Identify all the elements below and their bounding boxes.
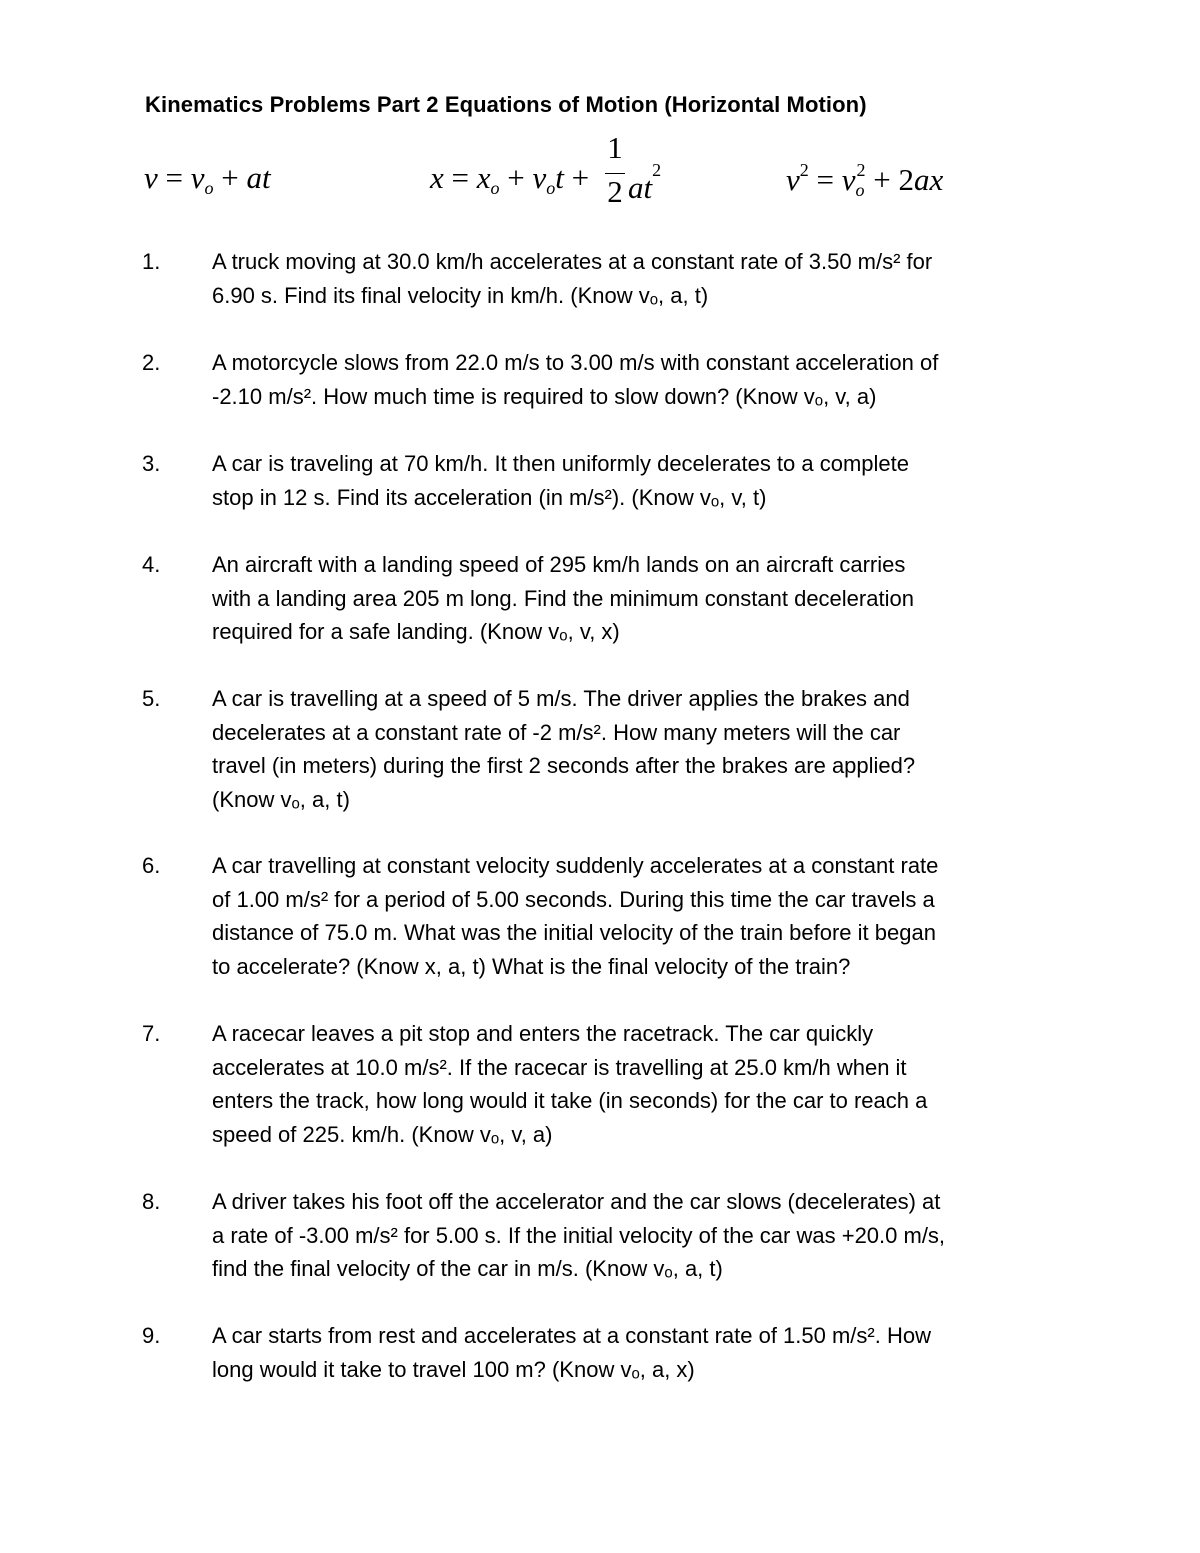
problem-number: 5. bbox=[142, 686, 161, 711]
problem-line: accelerates at 10.0 m/s². If the racecar is travelling at 25.0 km/h when it bbox=[212, 1054, 907, 1080]
problem-line: with a landing area 205 m long. Find the minimum constant deceleration bbox=[212, 585, 914, 611]
problem-number: 4. bbox=[142, 552, 161, 577]
problem-line: stop in 12 s. Find its acceleration (in m/s²). (Know vₒ, v, t) bbox=[212, 484, 767, 510]
problem-line: A car starts from rest and accelerates at a constant rate of 1.50 m/s². How bbox=[212, 1323, 931, 1348]
problem-line: travel (in meters) during the first 2 seconds after the brakes are applied? bbox=[212, 753, 916, 778]
problem-text bbox=[212, 849, 1082, 983]
problem-text bbox=[212, 682, 1082, 816]
problem-line: An aircraft with a landing speed of 295 km/h lands on an aircraft carries bbox=[212, 552, 906, 577]
problem-line: A car is traveling at 70 km/h. It then uniformly decelerates to a complete bbox=[212, 451, 910, 476]
problem-number: 9. bbox=[142, 1323, 161, 1348]
problem-number: 7. bbox=[142, 1021, 161, 1046]
problem-line: to accelerate? (Know x, a, t) What is the final velocity of the train? bbox=[212, 953, 851, 979]
problem-line: long would it take to travel 100 m? (Know vₒ, a, x) bbox=[212, 1356, 695, 1382]
problem-text bbox=[212, 1319, 1082, 1386]
problem-line: A truck moving at 30.0 km/h accelerates at a constant rate of 3.50 m/s² for bbox=[212, 249, 933, 274]
problem-text bbox=[212, 245, 1082, 312]
equation-velocity-time: $v = v_o$ + at bbox=[144, 160, 271, 198]
problem-number: 6. bbox=[142, 853, 161, 878]
problem-line: 6.90 s. Find its final velocity in km/h. (Know vₒ, a, t) bbox=[212, 282, 709, 308]
problem-line: decelerates at a constant rate of -2 m/s². How many meters will the car bbox=[212, 719, 901, 745]
problem-line: A motorcycle slows from 22.0 m/s to 3.00 m/s with constant acceleration of bbox=[212, 350, 939, 375]
problem-line: (Know vₒ, a, t) bbox=[212, 786, 350, 812]
problem-line: speed of 225. km/h. (Know vₒ, v, a) bbox=[212, 1121, 553, 1147]
worksheet-title: Kinematics Problems Part 2 Equations of Motion (Horizontal Motion) bbox=[145, 92, 867, 117]
equation-velocity-displacement: $v^2 = v_o^2 + 2ax$ bbox=[786, 160, 944, 200]
problem-number: 8. bbox=[142, 1189, 161, 1214]
problem-line: enters the track, how long would it take (in seconds) for the car to reach a bbox=[212, 1088, 928, 1113]
problem-number: 3. bbox=[142, 451, 161, 476]
problem-number: 1. bbox=[142, 249, 161, 274]
problem-line: A car travelling at constant velocity suddenly accelerates at a constant rate bbox=[212, 853, 939, 878]
problem-text bbox=[212, 346, 1082, 413]
problem-line: distance of 75.0 m. What was the initial velocity of the train before it began bbox=[212, 920, 936, 945]
problem-text bbox=[212, 1017, 1082, 1151]
problem-text bbox=[212, 548, 1082, 649]
problem-text bbox=[212, 1185, 1082, 1286]
problem-line: a rate of -3.00 m/s² for 5.00 s. If the initial velocity of the car was +20.0 m/s, bbox=[212, 1222, 946, 1248]
worksheet-page: Kinematics Problems Part 2 Equations of Motion (Horizontal Motion) $v = v_o$ + at $x = x_o + v_ot$ + 1 2 $at^2$ $v^2 = v_o^2 + 2ax$ 1. A truck moving at 30.0 km/h accelerates at a constant rate of 3.50 m/s² for 6.90 s. Find its final velocity in km/h. (Know vₒ, a, t) 2. A motorcycle slows from 22.0 m/s to 3.00 m/s with constant acceleration of -2.10 m/s². How much time is required to slow down? (Know vₒ, v, a) 3. A car is traveling at 70 km/h. It then uniformly decelerates to a complete stop in 12 s. Find its acceleration (in m/s²). (Know vₒ, v, t) 4. An aircraft with a landing speed of 295 km/h lands on an aircraft carries with a landing area 205 m long. Find the minimum constant deceleration required for a safe landing. (Know vₒ, v, x) 5. A car is travelling at a speed of 5 m/s. The driver applies the brakes and decelerates at a constant rate of -2 m/s². How many meters will the car travel (in meters) during the first 2 seconds after the brakes are applied? (Know vₒ, a, t) 6. A car travelling at constant velocity suddenly accelerates at a constant rate of 1.00 m/s² for a period of 5.00 seconds. During this time the car travels a distance of 75.0 m. What was the initial velocity of the train before it began to accelerate? (Know x, a, t) What is the final velocity of the train? 7. A racecar leaves a pit stop and enters the racetrack. The car quickly accelerates at 10.0 m/s². If the racecar is travelling at 25.0 km/h when it enters the track, how long would it take (in seconds) for the car to reach a speed of 225. km/h. (Know vₒ, v, a) 8. A driver takes his foot off the accelerator and the car slows (decelerates) at a rate of -3.00 m/s² for 5.00 s. If the initial velocity of the car was +20.0 m/s, find the final velocity of the car in m/s. (Know vₒ, a, t) 9. A car starts from rest and accelerates at a constant rate of 1.50 m/s². How long would it take to travel 100 m? (Know vₒ, a, x) bbox=[0, 0, 1200, 1553]
problem-text bbox=[212, 447, 1082, 514]
problem-line: A racecar leaves a pit stop and enters the racetrack. The car quickly bbox=[212, 1021, 874, 1046]
problem-line: find the final velocity of the car in m/s. (Know vₒ, a, t) bbox=[212, 1256, 723, 1281]
problem-line: of 1.00 m/s² for a period of 5.00 seconds. During this time the car travels a bbox=[212, 886, 935, 912]
problem-line: -2.10 m/s². How much time is required to slow down? (Know vₒ, v, a) bbox=[212, 383, 877, 409]
problem-line: required for a safe landing. (Know vₒ, v, x) bbox=[212, 619, 620, 644]
problem-line: A driver takes his foot off the accelerator and the car slows (decelerates) at bbox=[212, 1189, 941, 1214]
problem-line: A car is travelling at a speed of 5 m/s. The driver applies the brakes and bbox=[212, 686, 910, 711]
problem-number: 2. bbox=[142, 350, 161, 375]
